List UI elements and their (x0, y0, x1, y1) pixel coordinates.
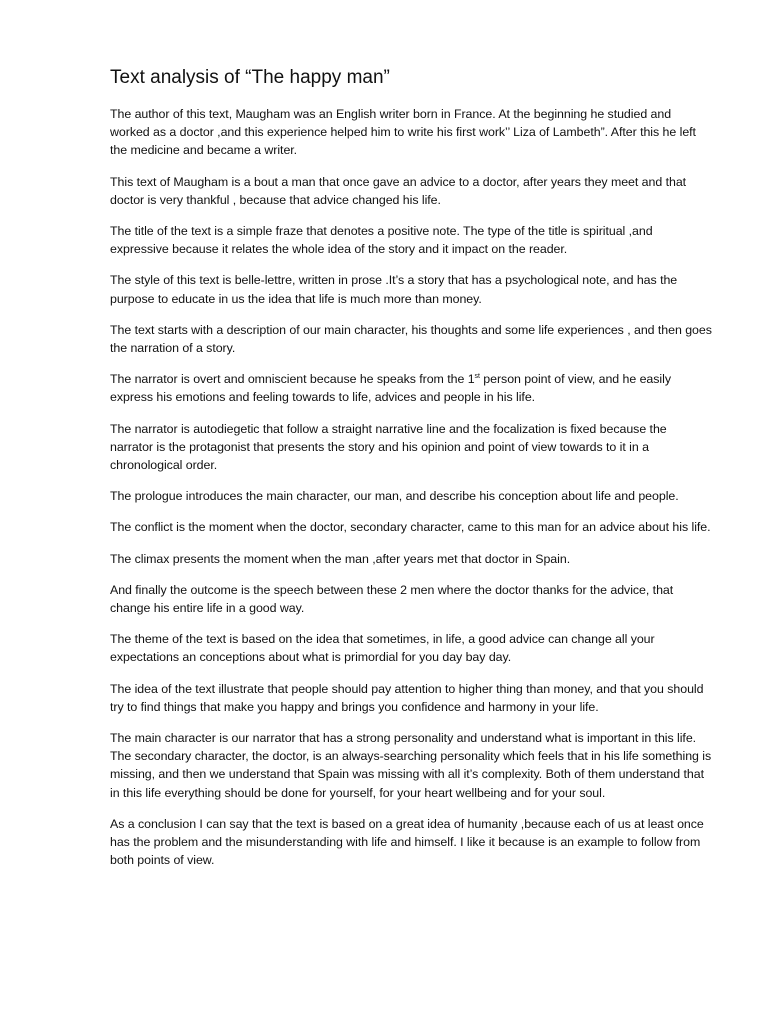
paragraph-conflict: The conflict is the moment when the doctor, secondary character, came to this man for an advice about his life. (110, 520, 711, 535)
paragraph-prologue: The prologue introduces the main character, our man, and describe his conception about life and people. (110, 489, 679, 504)
paragraph-idea: The idea of the text illustrate that people should pay attention to higher thing than money, and that you should try to find things that make you happy and brings you confidence and harmony in your life. (110, 681, 704, 714)
paragraph-climax: The climax presents the moment when the man ,after years met that doctor in Spain. (110, 551, 571, 566)
paragraph-characters: The main character is our narrator that has a strong personality and understand what is important in this life. The secondary character, the doctor, is an always-searching personality which feels that in his life something is missing, and then we understand that Spain was missing with all it’s complexity. Both of them understand that in this life everything should be done for yourself, for your heart wellbeing and for your soul. (110, 731, 712, 800)
paragraph-style: The style of this text is belle-lettre, written in prose .It’s a story that has a psychological note, and has the purpose to educate in us the idea that life is much more than money. (110, 273, 678, 306)
ordinal-superscript: st (474, 373, 480, 381)
narrator-text-start: The narrator is overt and omniscient because he speaks from the 1 (110, 372, 475, 387)
paragraph-structure: The text starts with a description of our main character, his thoughts and some life experiences , and then goes the narration of a story. (110, 322, 712, 356)
narrator-text-end: person point of view, and he easily express his emotions and feeling towards to life, advices and people in his life. (110, 372, 671, 405)
paragraph-title-analysis: The title of the text is a simple fraze that denotes a positive note. The type of the title is spiritual ,and expressive because it relates the whole idea of the story and it impact on the reader. (110, 224, 653, 257)
paragraph-narrator (110, 370, 712, 406)
paragraph-focalization: The narrator is autodiegetic that follow a straight narrative line and the focalization is fixed because the narrator is the protagonist that presents the story and his opinion and point of view towards to it in a chronological order. (110, 421, 667, 473)
paragraph-outcome: And finally the outcome is the speech between these 2 men where the doctor thanks for the advice, that change his entire life in a good way. (110, 582, 674, 616)
paragraph-theme: The theme of the text is based on the idea that sometimes, in life, a good advice can change all your expectations an conceptions about what is primordial for you day bay day. (110, 632, 655, 665)
paragraph-summary: This text of Maugham is a bout a man that once gave an advice to a doctor, after years they meet and that doctor is very thankful , because that advice changed his life. (110, 174, 687, 207)
paragraph-author: The author of this text, Maugham was an English writer born in France. At the beginning he studied and worked as a doctor ,and this experience helped him to write his first work’’ Liza of Lambeth”. After this he left the medicine and became a writer. (110, 107, 696, 158)
paragraph-conclusion: As a conclusion I can say that the text is based on a great idea of humanity ,because each of us at least once has the problem and the misunderstanding with life and himself. I like it because is an example to follow from both points of view. (110, 816, 704, 868)
document-title: Text analysis of “The happy man” (110, 67, 390, 88)
